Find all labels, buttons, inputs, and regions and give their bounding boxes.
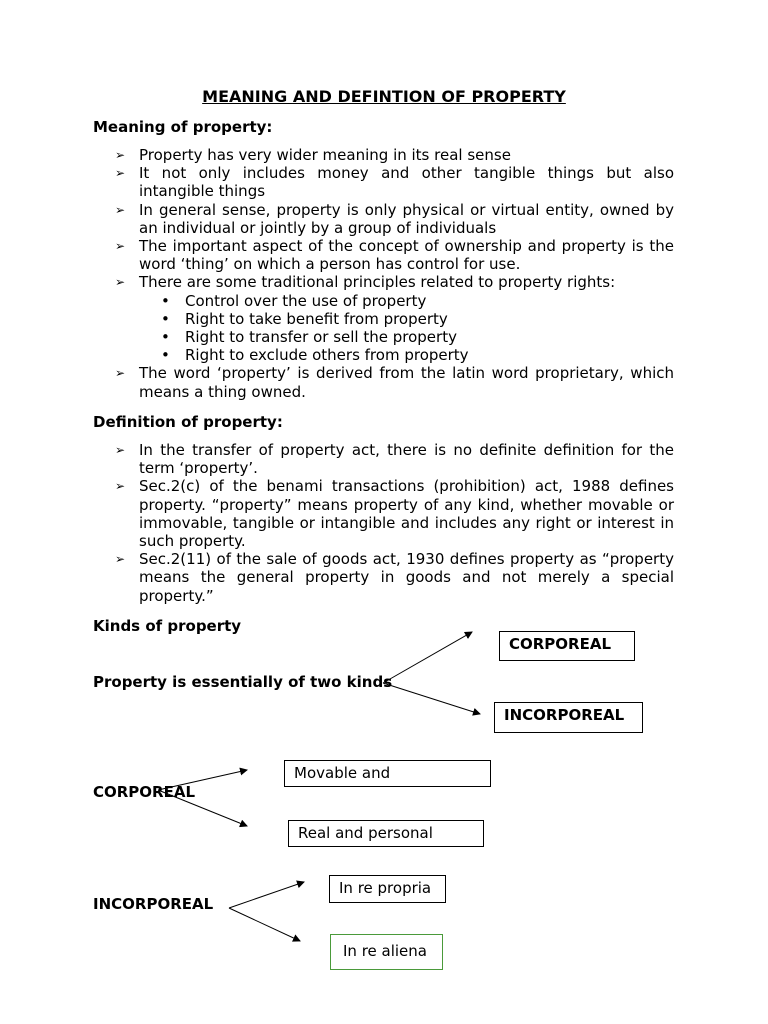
- in-re-aliena-box: In re aliena: [330, 934, 443, 970]
- incorporeal-label: INCORPOREAL: [93, 895, 214, 913]
- arrow-line: [383, 632, 472, 683]
- list-item: • Control over the use of property: [139, 292, 674, 310]
- list-item: ➢ There are some traditional principles related to property rights: • Control over the use of property • Right to take benefit from property • Right to transfer or sell the property • Right to exclude others from property: [115, 273, 674, 364]
- list-item: ➢ The word ‘property’ is derived from the latin word proprietary, which means a thing owned.: [115, 364, 674, 400]
- page-title: MEANING AND DEFINTION OF PROPERTY: [202, 87, 566, 106]
- real-personal-box: Real and personal: [288, 820, 484, 847]
- corporeal-label: CORPOREAL: [93, 783, 196, 801]
- arrow-line: [383, 683, 480, 714]
- kinds-statement: Property is essentially of two kinds: [93, 673, 393, 691]
- list-item: ➢ In general sense, property is only physical or virtual entity, owned by an individual or jointly by a group of individuals: [115, 201, 674, 237]
- movable-box: Movable and: [284, 760, 491, 787]
- list-item: • Right to exclude others from property: [139, 346, 674, 364]
- list-item: ➢ Sec.2(11) of the sale of goods act, 1930 defines property as “property means the general property in goods and not merely a special property.”: [115, 550, 674, 605]
- incorporeal-box: INCORPOREAL: [494, 702, 643, 733]
- list-item: ➢ The important aspect of the concept of ownership and property is the word ‘thing’ on which a person has control for use.: [115, 237, 674, 273]
- list-item: • Right to transfer or sell the property: [139, 328, 674, 346]
- kinds-heading: Kinds of property: [93, 617, 242, 635]
- corporeal-box: CORPOREAL: [499, 631, 635, 661]
- arrow-line: [229, 908, 300, 941]
- list-item: ➢ Property has very wider meaning in its real sense: [115, 146, 674, 164]
- list-item: ➢ Sec.2(c) of the benami transactions (prohibition) act, 1988 defines property. “property” means property of any kind, whether movable or immovable, tangible or intangible and includes any right or interest in such property.: [115, 477, 674, 550]
- meaning-heading: Meaning of property:: [93, 118, 273, 136]
- arrow-line: [229, 882, 304, 908]
- definition-heading: Definition of property:: [93, 413, 283, 431]
- in-re-propria-box: In re propria: [329, 875, 446, 903]
- list-item: ➢ In the transfer of property act, there is no definite definition for the term ‘property’.: [115, 441, 674, 477]
- list-item: ➢ It not only includes money and other tangible things but also intangible things: [115, 164, 674, 200]
- list-item: • Right to take benefit from property: [139, 310, 674, 328]
